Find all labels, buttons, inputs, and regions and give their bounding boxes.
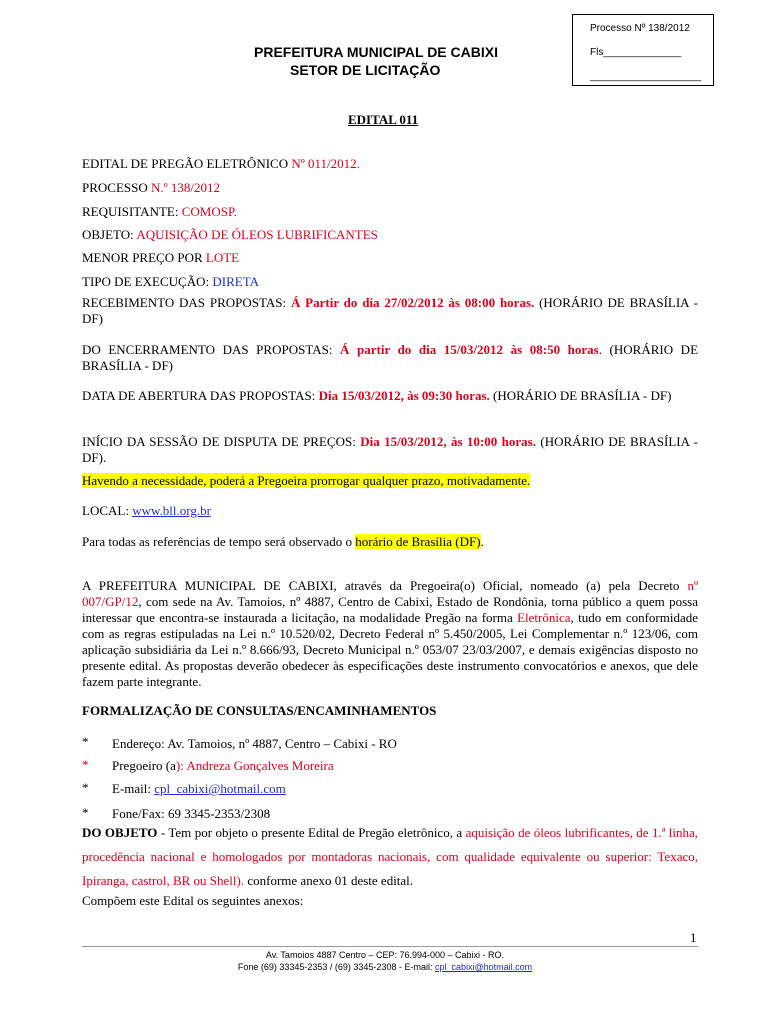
consultas-heading: FORMALIZAÇÃO DE CONSULTAS/ENCAMINHAMENTOS: [82, 703, 437, 718]
pregoeiro-item: Pregoeiro (a): Andreza Gonçalves Moreira: [112, 758, 334, 773]
footer-email-link[interactable]: cpl_cabixi@hotmail.com: [434, 962, 533, 972]
edital-title: EDITAL 011: [348, 112, 419, 127]
header-prefeitura: PREFEITURA MUNICIPAL DE CABIXI: [254, 44, 498, 60]
bullet-marker: *: [82, 757, 89, 772]
intro-paragraph: A PREFEITURA MUNICIPAL DE CABIXI, através da Pregoeira(o) Oficial, nomeado (a) pela Decreto nº 007/GP/12, com sede na Av. Tamoios, nº 4887, Centro de Cabixi, Estado de Rondônia, torna público a quem possa interessar que encontra-se instaurada a licitação, na modalidade Pregão na forma Eletrônica, tudo em conformidade com as regras estipuladas na Lei n.º 10.520/02, Decreto Federal nº 5.450/2005, Lei Complementar n.º 123/06, com aplicação subsidiária da Lei n.º 8.666/93, Decreto Municipal n.º 053/07 23/03/2007, e demais exigências disposto no presente edital. As propostas deverão obedecer às especificações deste instrumento convocatórios e anexos, que dele fazem parte integrante.: [82, 578, 699, 689]
bullet-marker: *: [82, 780, 89, 795]
recebimento-propostas: RECEBIMENTO DAS PROPOSTAS: Á Partir do dia 27/02/2012 às 08:00 horas. (HORÁRIO DE BRASÍLIA - DF): [82, 295, 698, 326]
email-link[interactable]: cpl_cabixi@hotmail.com: [154, 781, 286, 796]
anexos-line: Compõem este Edital os seguintes anexos:: [82, 893, 304, 908]
objeto-paragraph: DO OBJETO - Tem por objeto o presente Edital de Pregão eletrônico, a aquisição de óleos lubrificantes, de 1.ª linha, procedência nacional e homologados por montadoras nacionais, com qualidade equivalente ou superior: Texaco, Ipiranga, castrol, BR ou Shell). conforme anexo 01 deste edital.: [82, 825, 698, 888]
footer-contact: Fone (69) 33345-2353 / (69) 3345-2308 - E-mail: cpl_cabixi@hotmail.com: [237, 962, 533, 972]
processo-line: PROCESSO N.º 138/2012: [82, 180, 221, 195]
header-setor: SETOR DE LICITAÇÃO: [290, 62, 441, 78]
local-line: LOCAL: www.bll.org.br: [82, 503, 211, 518]
tipo-execucao-line: TIPO DE EXECUÇÃO: DIRETA: [82, 274, 259, 289]
objeto-line: OBJETO: AQUISIÇÃO DE ÓLEOS LUBRIFICANTES: [82, 227, 378, 242]
footer-address: Av. Tamoios 4887 Centro – CEP: 76.994-000 – Cabixi - RO.: [265, 950, 505, 960]
footer-divider: [82, 946, 698, 947]
email-item: E-mail: cpl_cabixi@hotmail.com: [112, 781, 286, 796]
page-number: 1: [690, 930, 697, 945]
menor-preco-line: MENOR PREÇO POR LOTE: [82, 250, 240, 265]
folhas-field: Fls______________: [590, 47, 682, 58]
inicio-sessao: INÍCIO DA SESSÃO DE DISPUTA DE PREÇOS: Dia 15/03/2012, às 10:00 horas. (HORÁRIO DE BRASÍLIA - DF).: [82, 434, 699, 465]
process-box: [572, 14, 714, 86]
encerramento-propostas: DO ENCERRAMENTO DAS PROPOSTAS: Á partir do dia 15/03/2012 às 08:50 horas. (HORÁRIO DE BRASÍLIA - DF): [82, 342, 699, 373]
prorrogar-note: Havendo a necessidade, poderá a Pregoeira prorrogar qualquer prazo, motivadamente.: [82, 473, 531, 488]
signature-line: ____________________: [590, 71, 702, 82]
tempo-line: Para todas as referências de tempo será observado o horário de Brasília (DF).: [82, 534, 484, 549]
edital-line: EDITAL DE PREGÃO ELETRÔNICO Nº 011/2012.: [82, 156, 360, 171]
endereco-item: Endereço: Av. Tamoios, nº 4887, Centro – Cabixi - RO: [112, 736, 397, 751]
requisitante-line: REQUISITANTE: COMOSP.: [82, 204, 237, 219]
local-link[interactable]: www.bll.org.br: [132, 503, 211, 518]
bullet-marker: *: [82, 805, 89, 820]
abertura-propostas: DATA DE ABERTURA DAS PROPOSTAS: Dia 15/03/2012, às 09:30 horas. (HORÁRIO DE BRASÍLIA - DF): [82, 388, 672, 403]
bullet-marker: *: [82, 734, 89, 749]
process-number: Processo Nº 138/2012: [590, 23, 690, 34]
fone-item: Fone/Fax: 69 3345-2353/2308: [112, 806, 271, 821]
